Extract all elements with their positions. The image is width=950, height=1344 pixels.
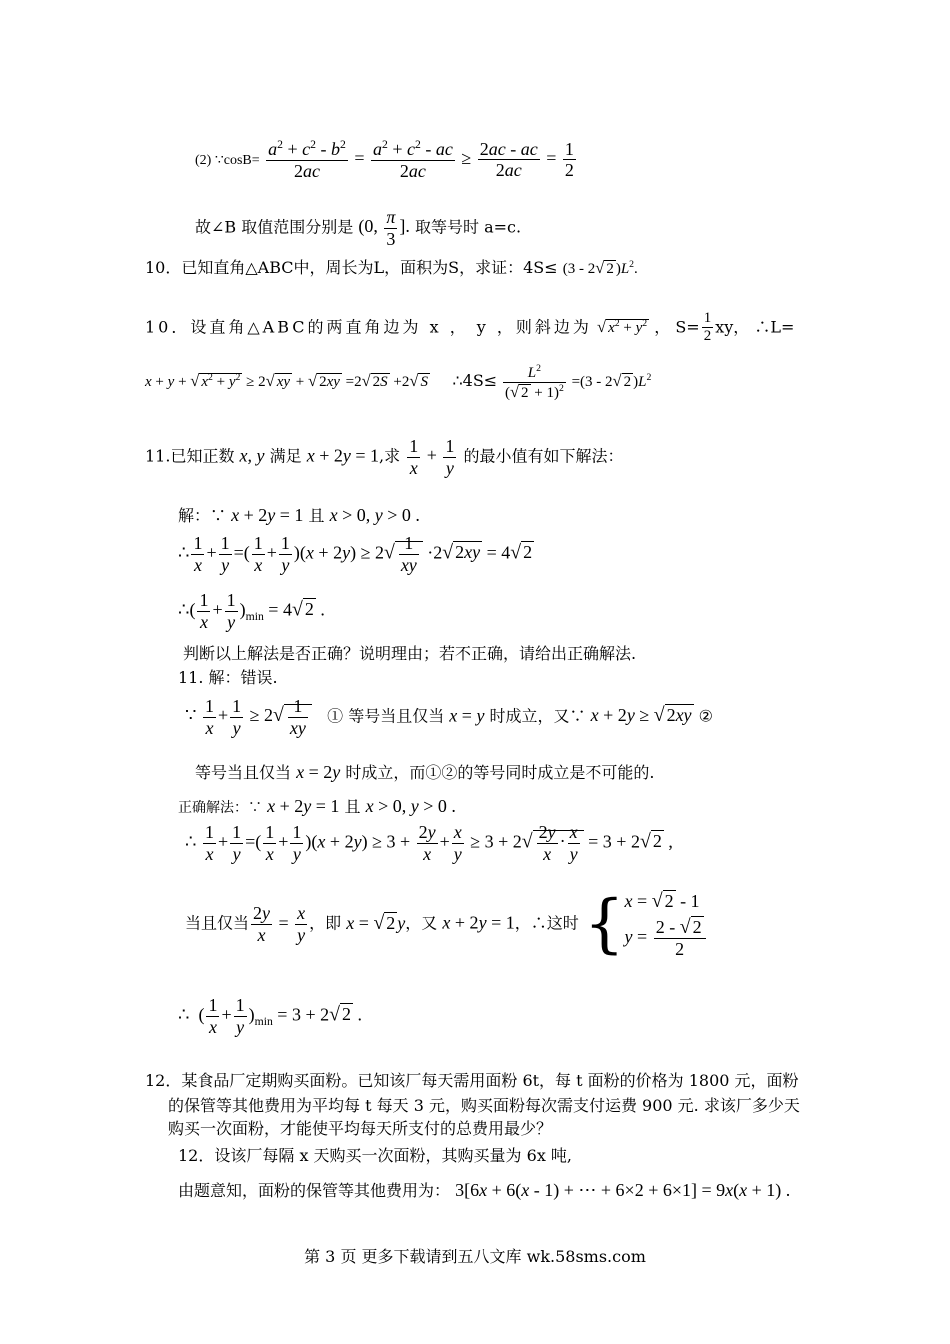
q10-l-text: xy， ∴L= [715,317,795,337]
q11-answer-text-2: 时成立，又∵ [489,706,586,726]
q11-text-2: 满足 [269,446,302,466]
q11-eq-text-1: 等号当且仅当 [195,763,292,782]
angle-range-post: 取等号时 a=c. [414,217,522,237]
ge-sign: ≥ [461,147,472,168]
q11-and: 且 [344,797,361,816]
ge-sign: ≥ [246,374,255,391]
q11-answer-text-1: ① 等号当且仅当 [327,706,445,726]
q11-eq-text-2: 时成立，而①②的等号同时成立是不可能的. [345,763,655,782]
q11-answer-text-3: ② [698,706,713,726]
q11-sol-3: ∴( $\frac{1}{x}$ + $\frac{1}{y}$ )$_{min} = 4√$ 2 . [178,590,325,632]
q11-answer-title: 11. 解：错误. [178,668,278,687]
q11-sol-2: ∴ $\frac{1}{x}$ + $\frac{1}{y}$ =( $\frac{1}{x}$ + $\frac{1}{y}$ )(x + 2y) ≥ 2√ $\frac{1}{xy}$ ·2√ 2xy = 4√ 2 [178,533,533,575]
q11-and: 且 [308,506,325,525]
plus-sign: +2 [393,374,410,391]
q11-text-4: 的最小值有如下解法： [463,446,624,466]
eq-sign: = [354,147,365,168]
q11-sol-text: 解：∵ [178,506,227,525]
q11-correct-4: ∴ ( $\frac{1}{x}$ + $\frac{1}{y}$ )$_{min} = 3 + 2√$ 2 . [178,995,362,1037]
page-footer: 第 3 页 更多下载请到五八文库 wk.58sms.com [304,1247,646,1266]
q11-correct-2: ∴ $\frac{1}{x}$ + $\frac{1}{y}$ =( $\frac{1}{x}$ + $\frac{1}{y}$ )(x + 2y) ≥ 3 + $\frac{2y}{x}$ + $\frac{x}{y}$ ≥ 3 + 2√ $\frac{2y}{x}$ · $\frac{x}{y}$ = 3 + 2√ 2 , [185,822,673,864]
q10-question: 10．已知直角△ABC中，周长为L，面积为S，求证：4S≤ (3 - 2√ 2 )$L^2$. [145,258,638,277]
eq-sign: =(3 - 2 [571,374,613,391]
q11-correct-3: 当且仅当 $\frac{2y}{x}$ = $\frac{x}{y}$ ，即 x = √ 2 y，又 x + 2y = 1，∴这时 { x = √ 2 - 1 y = $\frac{2 - √ 2}{2}$ [185,888,708,960]
q12-line-1: 12．某食品厂定期购买面粉。已知该厂每天需用面粉 6t，每 t 面粉的价格为 1800 元，面粉 [145,1071,799,1090]
q11-judge: 判断以上解法是否正确？说明理由；若不正确，请给出正确解法. [183,644,637,663]
q12-line-3: 购买一次面粉，才能使平均每天所支付的总费用最少？ [168,1119,553,1138]
q11-answer-2: 等号当且仅当 x = 2y 时成立，而①②的等号同时成立是不可能的. [195,762,655,782]
q10-s-text: ， S= [654,317,700,337]
cosb-equation: (2) ∵cosB= $\frac{a^2 + c^2 - b^2}{2ac}$ = $\frac{a^2 + c^2 - ac}{2ac}$ ≥ $\frac{2ac - ac}{2ac}$ = $\frac{1}{2}$ [195,138,574,181]
q11-correct-1: 正确解法：∵ x + 2y = 1 且 x > 0, y > 0 . [178,796,456,816]
eq-sign: =2 [345,374,362,391]
q11-answer-1: ∵ $\frac{1}{x}$ + $\frac{1}{y}$ ≥ 2√ $\frac{1}{xy}$ ① 等号当且仅当 x = y 时成立，又∵ x + 2y ≥ √ 2xy ② [185,696,713,738]
angle-range-line: 故∠B 取值范围分别是 (0, $\frac{\pi}{3}$ ]. 取等号时 a=c. [195,207,522,249]
q11-correct-text: 正确解法：∵ [178,800,262,816]
q11-question: 11.已知正数 x, y 满足 x + 2y = 1,求 $\frac{1}{x}$ + $\frac{1}{y}$ 的最小值有如下解法： [145,436,624,478]
q11-cond-text-3: ，又 [405,913,438,933]
q11-cond-text-2: ，即 [309,913,342,933]
q11-text-1: 11.已知正数 [145,446,235,466]
q12-answer-1: 12．设该厂每隔 x 天购买一次面粉，其购买量为 6x 吨, [178,1146,573,1165]
cosb-prefix: (2) ∵cosB= [195,152,260,168]
q12-answer-2: 由题意知，面粉的保管等其他费用为： 3[6x + 6(x - 1) + ⋯ + 6×2 + 6×1] = 9x(x + 1) . [178,1180,791,1200]
q11-text-3: ,求 [379,446,401,466]
q12-line-2: 的保管等其他费用为平均每 t 每天 3 元，购买面粉每次需支付运费 900 元. 求该厂多少天 [168,1096,800,1115]
q12-answer-text: 由题意知，面粉的保管等其他费用为： [178,1181,451,1200]
q10-text: 10．已知直角△ABC中，周长为L，面积为S，求证：4S≤ [145,258,558,277]
angle-range-text: 故∠B 取值范围分别是 [195,217,354,237]
eq-sign: = [546,147,557,168]
q10-answer-1: 10．设直角△ABC的两直角边为 x ， y ，则斜边为 √ $x^2 + y^2$ ， S= $\frac{1}{2}$ xy， ∴L= [145,310,795,345]
q10-answer-2: x + y + √ $x^2 + y^2 \ge 2√$ xy + √ 2xy =2√ 2S +2√ S ∴4S≤ $\frac{L^2}{(√ 2 + 1)^2}$ =(3 - 2√ 2 )$L^2$ [145,363,652,402]
q11-cond-text-1: 当且仅当 [185,913,250,933]
therefore-text: ∴4S≤ [452,371,498,391]
q11-sol-1: 解：∵ x + 2y = 1 且 x > 0, y > 0 . [178,505,420,525]
q10-answer-text: 10．设直角△ABC的两直角边为 x ， y ，则斜边为 [145,317,592,337]
q11-cond-text-4: ，∴这时 [514,913,579,933]
